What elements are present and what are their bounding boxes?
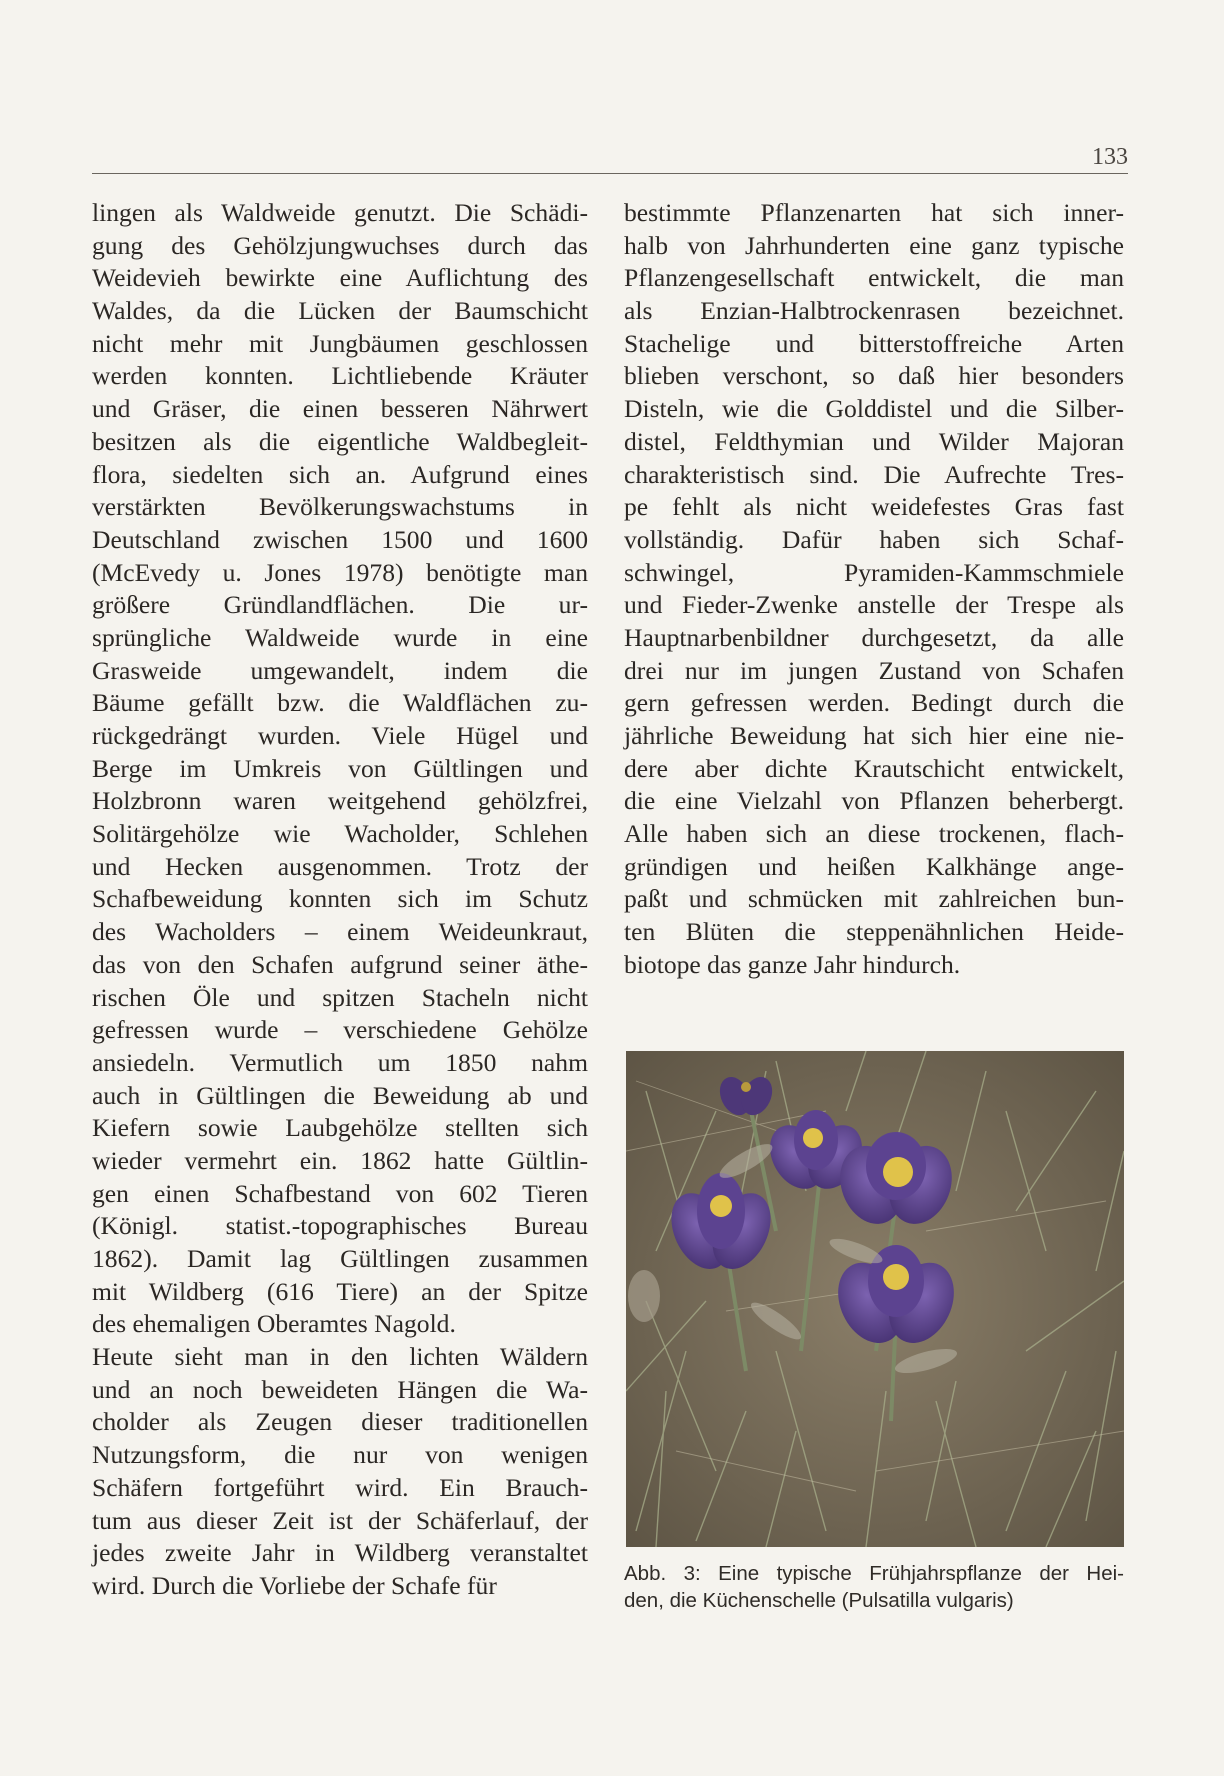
text-line: dere aber dichte Krautschicht entwickelt, <box>624 753 1124 783</box>
text-line: blieben verschont, so daß hier besonders <box>624 361 1124 391</box>
text-line: und an noch beweideten Hängen die Wa- <box>92 1374 588 1404</box>
text-line: sprüngliche Waldweide wurde in eine <box>92 622 588 652</box>
text-line: ten Blüten die steppenähnlichen Heide- <box>624 917 1124 947</box>
text-line: rückgedrängt wurden. Viele Hügel und <box>92 721 588 750</box>
page-number: 133 <box>1092 144 1128 170</box>
text-line: Berge im Umkreis von Gültlingen und <box>92 753 588 783</box>
text-line: die eine Vielzahl von Pflanzen beherbergt. <box>624 786 1124 816</box>
text-line: werden konnten. Lichtliebende Kräuter <box>92 361 588 391</box>
text-line: des Wacholders – einem Weideunkraut, <box>92 917 588 947</box>
text-line: Disteln, wie die Golddistel und die Silber- <box>624 394 1124 424</box>
text-line: und Fieder-Zwenke anstelle der Trespe als <box>624 590 1124 620</box>
text-line: verstärkten Bevölkerungswachstums in <box>92 492 588 522</box>
text-line: lingen als Waldweide genutzt. Die Schädi- <box>92 198 588 227</box>
text-line: Grasweide umgewandelt, indem die <box>92 655 588 685</box>
text-line: jährliche Beweidung hat sich hier eine nie- <box>624 721 1124 750</box>
figure-caption <box>624 1560 1124 1614</box>
text-line: flora, siedelten sich an. Aufgrund eines <box>92 459 588 489</box>
text-line: des ehemaligen Oberamtes Nagold. <box>92 1309 456 1339</box>
text-line: charakteristisch sind. Die Aufrechte Tres- <box>624 459 1124 489</box>
right-text-column <box>624 197 1124 982</box>
text-line: das von den Schafen aufgrund seiner äthe- <box>92 949 588 979</box>
text-line: jedes zweite Jahr in Wildberg veranstaltet <box>92 1538 588 1568</box>
text-line: wieder vermehrt ein. 1862 hatte Gültlin- <box>92 1145 588 1175</box>
photo-pebble <box>628 1270 660 1322</box>
text-line: schwingel, Pyramiden-Kammschmiele <box>624 557 1124 587</box>
text-line: tum aus dieser Zeit ist der Schäferlauf, der <box>92 1505 588 1535</box>
text-line: als Enzian-Halbtrockenrasen bezeichnet. <box>624 296 1124 326</box>
text-line: ansiedeln. Vermutlich um 1850 nahm <box>92 1047 588 1077</box>
text-line: Pflanzengesellschaft entwickelt, die man <box>624 263 1124 293</box>
text-line: (McEvedy u. Jones 1978) benötigte man <box>92 557 588 587</box>
text-line: nicht mehr mit Jungbäumen geschlossen <box>92 328 588 358</box>
text-line: Schäfern fortgeführt wird. Ein Brauch- <box>92 1472 588 1502</box>
text-line: paßt und schmücken mit zahlreichen bun- <box>624 884 1124 914</box>
text-line: Hauptnarbenbildner durchgesetzt, da alle <box>624 622 1124 652</box>
text-line: größere Gründlandflächen. Die ur- <box>92 590 588 620</box>
text-line: (Königl. statist.-topographisches Bureau <box>92 1211 588 1241</box>
text-line: pe fehlt als nicht weidefestes Gras fast <box>624 492 1124 522</box>
text-line: gründigen und heißen Kalkhänge ange- <box>624 851 1124 881</box>
text-line: gen einen Schafbestand von 602 Tieren <box>92 1178 588 1208</box>
text-line: und Hecken ausgenommen. Trotz der <box>92 851 588 881</box>
text-line: und Gräser, die einen besseren Nährwert <box>92 394 588 424</box>
text-line: distel, Feldthymian und Wilder Majoran <box>624 426 1124 456</box>
caption-line: den, die Küchenschelle (Pulsatilla vulgaris) <box>624 1589 1014 1612</box>
text-line: Solitärgehölze wie Wacholder, Schlehen <box>92 819 588 849</box>
text-line: Alle haben sich an diese trockenen, flach- <box>624 819 1124 849</box>
text-line: drei nur im jungen Zustand von Schafen <box>624 655 1124 685</box>
text-line: Schafbeweidung konnten sich im Schutz <box>92 884 588 914</box>
text-line: mit Wildberg (616 Tiere) an der Spitze <box>92 1276 588 1306</box>
text-line: Nutzungsform, die nur von wenigen <box>92 1440 588 1470</box>
text-line: Kiefern sowie Laubgehölze stellten sich <box>92 1113 588 1143</box>
text-line: Heute sieht man in den lichten Wäldern <box>92 1342 588 1372</box>
text-line: Deutschland zwischen 1500 und 1600 <box>92 524 588 554</box>
text-line: 1862). Damit lag Gültlingen zusammen <box>92 1244 588 1273</box>
text-line: Bäume gefällt bzw. die Waldflächen zu- <box>92 688 588 718</box>
text-line: biotope das ganze Jahr hindurch. <box>624 949 961 979</box>
text-line: wird. Durch die Vorliebe der Schafe für <box>92 1570 497 1600</box>
text-line: cholder als Zeugen dieser traditionellen <box>92 1407 588 1437</box>
text-line: auch in Gültlingen die Beweidung ab und <box>92 1080 588 1110</box>
text-line: gefressen wurde – verschiedene Gehölze <box>92 1015 588 1045</box>
text-line: Stachelige und bitterstoffreiche Arten <box>624 328 1124 358</box>
header-rule <box>92 173 1128 174</box>
text-line: Holzbronn waren weitgehend gehölzfrei, <box>92 786 588 816</box>
text-line: besitzen als die eigentliche Waldbegleit- <box>92 426 588 456</box>
text-line: Waldes, da die Lücken der Baumschicht <box>92 296 588 326</box>
text-line: halb von Jahrhunderten eine ganz typische <box>624 230 1124 260</box>
text-line: vollständig. Dafür haben sich Schaf- <box>624 524 1124 554</box>
text-line: rischen Öle und spitzen Stacheln nicht <box>92 982 588 1012</box>
text-line: gern gefressen werden. Bedingt durch die <box>624 688 1124 718</box>
text-line: bestimmte Pflanzenarten hat sich inner- <box>624 198 1124 227</box>
pasque-flower-photo <box>626 1051 1124 1547</box>
left-text-column <box>92 197 588 1603</box>
photo-illustration <box>626 1051 1124 1547</box>
text-line: Weidevieh bewirkte eine Auflichtung des <box>92 263 588 293</box>
text-line: gung des Gehölzjungwuchses durch das <box>92 230 588 260</box>
caption-line: Abb. 3: Eine typische Frühjahrspflanze der Hei- <box>624 1562 1124 1585</box>
